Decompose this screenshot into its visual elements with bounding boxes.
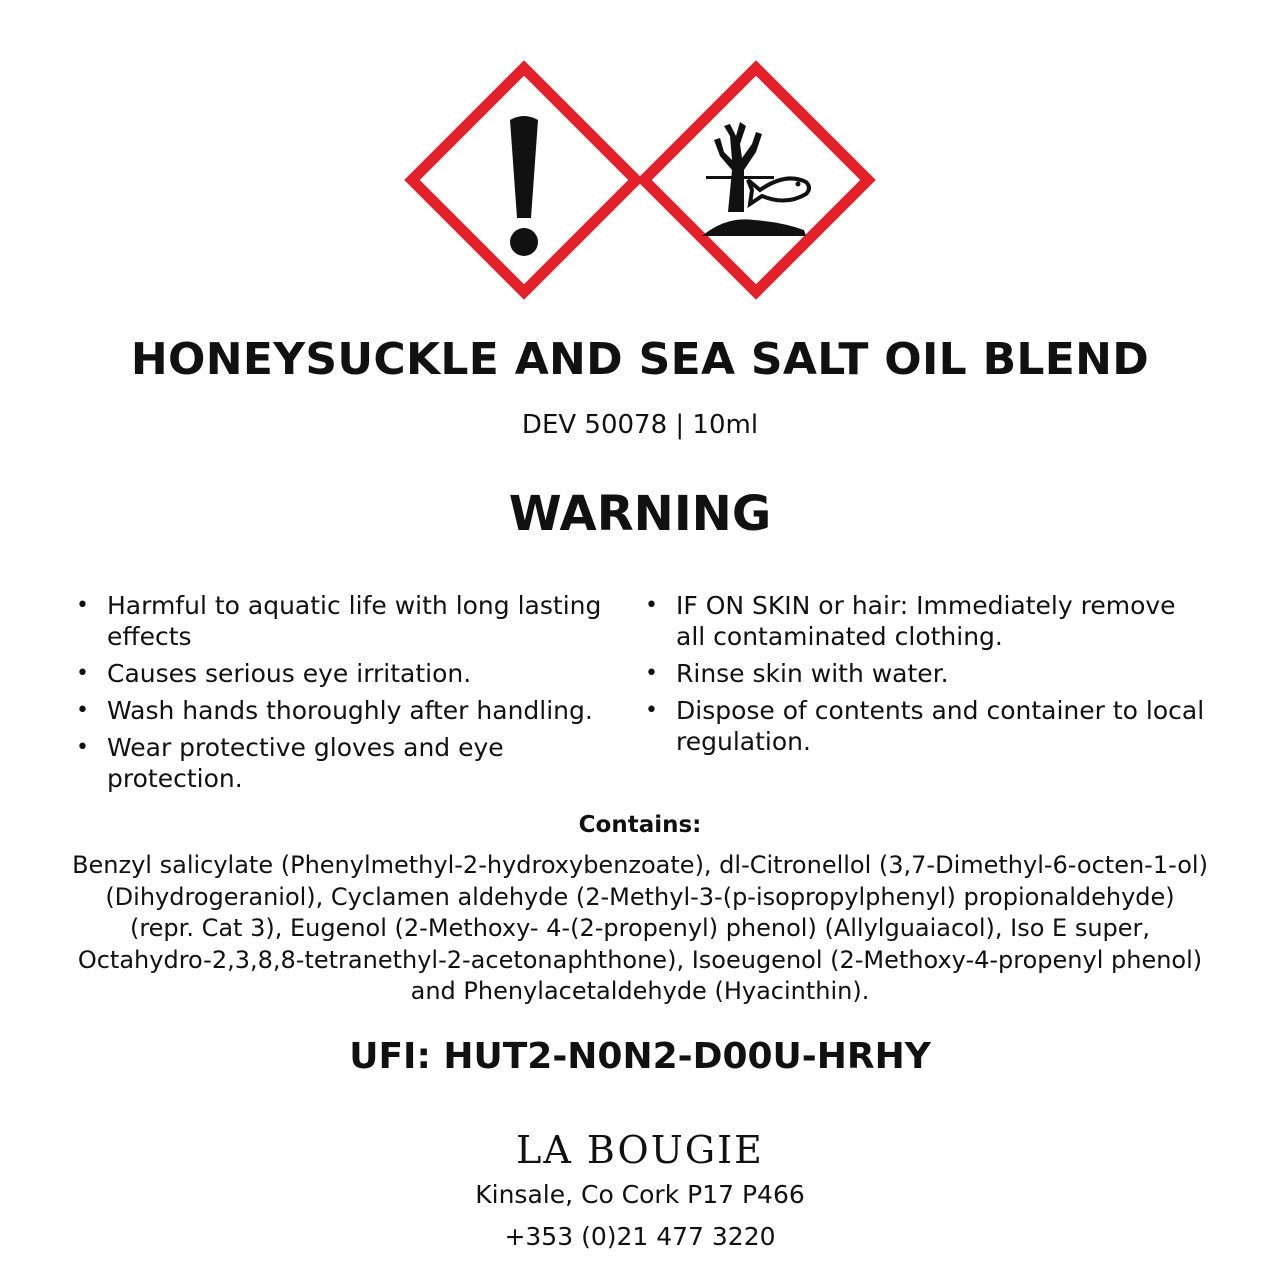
product-title: HONEYSUCKLE AND SEA SALT OIL BLEND — [130, 334, 1150, 385]
hazard-item: • IF ON SKIN or hair: Immediately remove all contaminated clothing. — [645, 591, 1176, 651]
contains-heading: Contains: — [578, 812, 702, 838]
bullet-icon: • — [645, 661, 658, 686]
hazard-item: • Dispose of contents and container to local regulation. — [645, 696, 1205, 756]
bullet-icon: • — [76, 593, 89, 618]
hazard-item: • Wear protective gloves and eye protection. — [76, 733, 504, 793]
brand-name: LA BOUGIE — [516, 1128, 764, 1172]
hazard-item: • Harmful to aquatic life with long lasting effects — [76, 591, 602, 651]
environment-hazard-icon — [636, 60, 876, 300]
company-phone: +353 (0)21 477 3220 — [504, 1222, 776, 1251]
contains-ingredients: Benzyl salicylate (Phenylmethyl-2-hydroxybenzoate), dl-Citronellol (3,7-Dimethyl-6-octen-1-ol) (Dihydrogeraniol), Cyclamen aldehyde (2-Methyl-3-(p-isopropylphenyl) propionaldehyde) (repr. Cat 3), Eugenol (2-Methoxy- 4-(2-propenyl) phenol) (Allylguaiacol), Iso E super, Octahydro-2,3,8,8-tetranethyl-2-acetonaphthone), Isoeugenol (2-Methoxy-4-propenyl phenol) and Phenylacetaldehyde (Hyacinthin). — [72, 851, 1208, 1005]
product-code-volume: DEV 50078 | 10ml — [521, 410, 759, 440]
hazard-item: • Rinse skin with water. — [645, 659, 949, 688]
bullet-icon: • — [645, 698, 658, 723]
hazard-pictograms — [0, 60, 1280, 300]
hazard-item: • Causes serious eye irritation. — [76, 659, 472, 688]
bullet-icon: • — [76, 698, 89, 723]
hazard-item: • Wash hands thoroughly after handling. — [76, 696, 593, 725]
ufi-code: UFI: HUT2-N0N2-D00U-HRHY — [349, 1036, 931, 1077]
hazard-list-left — [76, 590, 616, 800]
bullet-icon: • — [76, 735, 89, 760]
bullet-icon: • — [76, 661, 89, 686]
company-address: Kinsale, Co Cork P17 P466 — [475, 1180, 805, 1209]
hazard-list-right — [645, 590, 1205, 763]
signal-word: WARNING — [508, 486, 772, 542]
exclamation-mark-icon — [404, 60, 644, 300]
bullet-icon: • — [645, 593, 658, 618]
